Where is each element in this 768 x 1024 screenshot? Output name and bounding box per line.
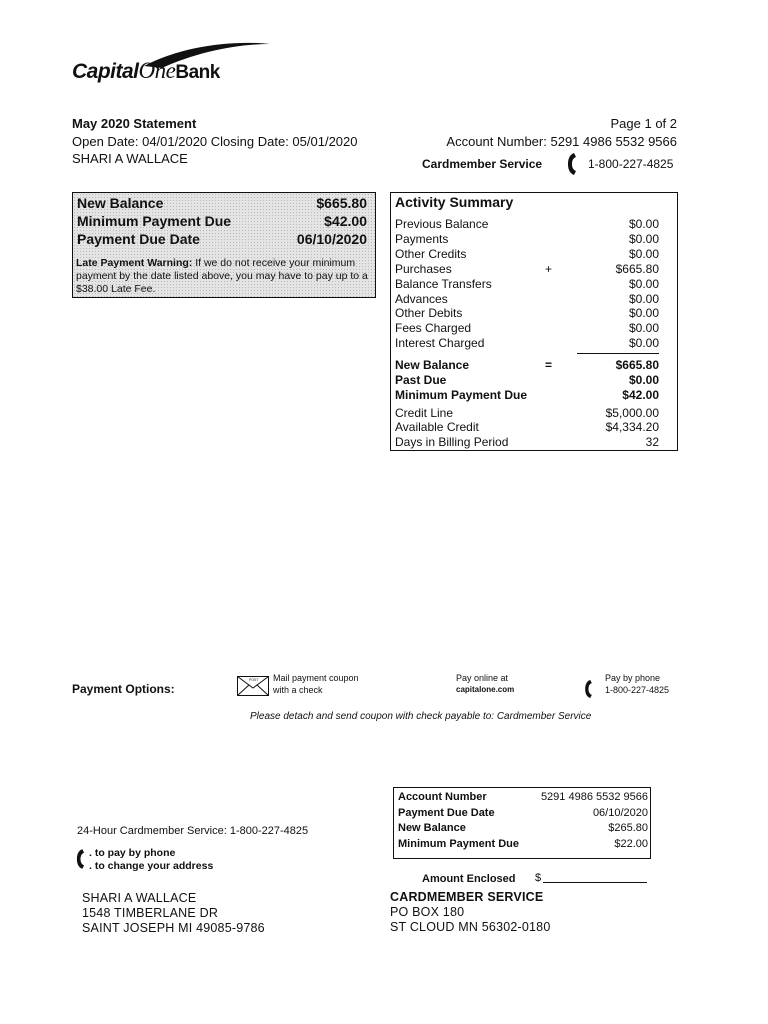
coupon-value: $22.00 — [614, 838, 648, 850]
credit-value: $5,000.00 — [605, 406, 659, 420]
customer-name: SHARI A WALLACE — [72, 151, 188, 166]
activity-total-label: New Balance — [395, 358, 470, 372]
activity-total-value: $0.00 — [628, 373, 659, 387]
pay-by-phone-number: 1-800-227-4825 — [605, 685, 670, 695]
capital-one-logo — [72, 40, 272, 86]
payment-coupon-box — [393, 787, 651, 859]
coupon-label: Account Number — [398, 791, 487, 803]
payment-due-date-value: 06/10/2020 — [296, 231, 367, 247]
phone-note-address: . to change your address — [89, 860, 214, 872]
credit-label: Available Credit — [395, 420, 479, 434]
activity-value: $0.00 — [628, 336, 659, 350]
coupon-value: 06/10/2020 — [592, 807, 648, 819]
activity-total-label: Past Due — [395, 373, 447, 387]
activity-row — [395, 306, 659, 321]
pay-by-phone-text — [605, 672, 669, 696]
coupon-label: Payment Due Date — [398, 807, 495, 819]
activity-total-value: $42.00 — [622, 388, 659, 402]
activity-operator: = — [545, 358, 553, 372]
activity-total-row — [395, 358, 659, 373]
logo-capital: Capital — [72, 60, 139, 83]
new-balance-row — [77, 195, 367, 213]
late-payment-warning-title: Late Payment Warning: — [76, 257, 193, 269]
activity-value: $0.00 — [628, 277, 659, 291]
page-number: Page 1 of 2 — [610, 116, 677, 131]
remit-address-street: PO BOX 180 — [390, 905, 465, 919]
activity-label: Payments — [395, 232, 449, 246]
amount-enclosed-label: Amount Enclosed — [422, 873, 516, 885]
activity-total-row — [395, 373, 659, 388]
minimum-payment-value: $42.00 — [324, 213, 367, 229]
activity-value: $0.00 — [628, 232, 659, 246]
credit-row — [395, 406, 659, 421]
credit-value: $4,334.20 — [605, 420, 659, 434]
credit-label: Credit Line — [395, 406, 454, 420]
pay-online-line1: Pay online at — [456, 673, 509, 683]
activity-label: Other Credits — [395, 247, 467, 261]
activity-operator: + — [545, 262, 553, 276]
coupon-row — [398, 807, 648, 822]
activity-summary-box — [390, 192, 678, 451]
activity-value: $0.00 — [628, 217, 659, 231]
phone-note-pay: . to pay by phone — [89, 847, 176, 859]
activity-total-label: Minimum Payment Due — [395, 388, 528, 402]
remit-address — [390, 890, 551, 935]
activity-label: Fees Charged — [395, 321, 472, 335]
phone-icon — [76, 848, 85, 870]
coupon-row — [398, 838, 648, 853]
cardmember-service-phone: 1-800-227-4825 — [588, 157, 674, 171]
account-number-label: Account Number: — [446, 134, 547, 149]
activity-label: Previous Balance — [395, 217, 489, 231]
activity-value: $0.00 — [628, 306, 659, 320]
activity-value: $0.00 — [628, 247, 659, 261]
activity-row — [395, 336, 659, 351]
late-payment-warning — [76, 257, 372, 296]
new-balance-label: New Balance — [77, 195, 164, 211]
customer-address-city: SAINT JOSEPH MI 49085-9786 — [82, 921, 265, 935]
minimum-payment-row — [77, 213, 367, 231]
logo-wordmark — [72, 58, 220, 84]
account-number-line — [446, 134, 677, 149]
statement-title: May 2020 Statement — [72, 116, 197, 131]
cardmember-service-label: Cardmember Service — [422, 157, 543, 171]
remit-address-name: CARDMEMBER SERVICE — [390, 890, 544, 904]
credit-label: Days in Billing Period — [395, 435, 509, 449]
coupon-value: $265.80 — [608, 822, 648, 834]
detach-instructions: Please detach and send coupon with check payable to: Cardmember Service — [250, 711, 592, 722]
pay-online-url[interactable]: capitalone.com — [456, 685, 515, 694]
payment-options-label: Payment Options: — [72, 682, 175, 696]
credit-row — [395, 435, 659, 450]
activity-row — [395, 247, 659, 262]
activity-row — [395, 217, 659, 232]
pay-online-text — [456, 672, 514, 696]
account-number: 5291 4986 5532 9566 — [550, 134, 677, 149]
activity-label: Interest Charged — [395, 336, 485, 350]
late-payment-warning-text: If we do not receive your minimum payment by the date listed above, you may have to pay up to a $38.00 Late Fee. — [76, 257, 368, 295]
activity-row — [395, 277, 659, 292]
activity-total-rule — [577, 353, 659, 354]
payment-due-date-label: Payment Due Date — [77, 231, 200, 247]
activity-value: $0.00 — [628, 321, 659, 335]
activity-label: Advances — [395, 292, 448, 306]
activity-value: $665.80 — [615, 262, 659, 276]
activity-row — [395, 232, 659, 247]
amount-dollar-sign: $ — [535, 872, 542, 884]
activity-total-value: $665.80 — [615, 358, 659, 372]
coupon-label: New Balance — [398, 822, 466, 834]
activity-row — [395, 262, 659, 277]
activity-value: $0.00 — [628, 292, 659, 306]
amount-enclosed-field[interactable] — [543, 882, 647, 883]
coupon-label: Minimum Payment Due — [398, 838, 520, 850]
activity-row — [395, 321, 659, 336]
mail-payment-text — [273, 672, 359, 696]
credit-row — [395, 420, 659, 435]
payment-due-date-row — [77, 231, 367, 249]
phone-notes — [89, 847, 213, 873]
coupon-value: 5291 4986 5532 9566 — [540, 791, 648, 803]
activity-row — [395, 292, 659, 307]
customer-address-name: SHARI A WALLACE — [82, 891, 197, 905]
activity-label: Balance Transfers — [395, 277, 492, 291]
phone-icon — [567, 152, 577, 176]
logo-bank: Bank — [175, 62, 220, 83]
logo-one: One — [138, 58, 176, 83]
mail-payment-line1: Mail payment coupon — [273, 673, 359, 683]
activity-label: Other Debits — [395, 306, 463, 320]
customer-address-street: 1548 TIMBERLANE DR — [82, 906, 219, 920]
activity-summary-title: Activity Summary — [395, 194, 514, 210]
minimum-payment-label: Minimum Payment Due — [77, 213, 232, 229]
phone-icon — [584, 679, 593, 699]
pay-by-phone-line1: Pay by phone — [605, 673, 661, 683]
coupon-row — [398, 822, 648, 837]
new-balance-value: $665.80 — [316, 195, 367, 211]
mail-payment-line2: with a check — [273, 685, 323, 695]
credit-value: 32 — [645, 435, 659, 449]
activity-total-row — [395, 388, 659, 403]
envelope-icon — [237, 676, 269, 696]
balance-summary-box — [72, 192, 376, 298]
activity-label: Purchases — [395, 262, 452, 276]
open-closing-dates: Open Date: 04/01/2020 Closing Date: 05/01/2020 — [72, 134, 358, 149]
customer-address — [82, 891, 265, 936]
remit-address-city: ST CLOUD MN 56302-0180 — [390, 920, 551, 934]
envelope-stamp-text: POST — [249, 678, 259, 682]
service-24-hour: 24-Hour Cardmember Service: 1-800-227-4825 — [77, 825, 309, 837]
coupon-row — [398, 791, 648, 806]
